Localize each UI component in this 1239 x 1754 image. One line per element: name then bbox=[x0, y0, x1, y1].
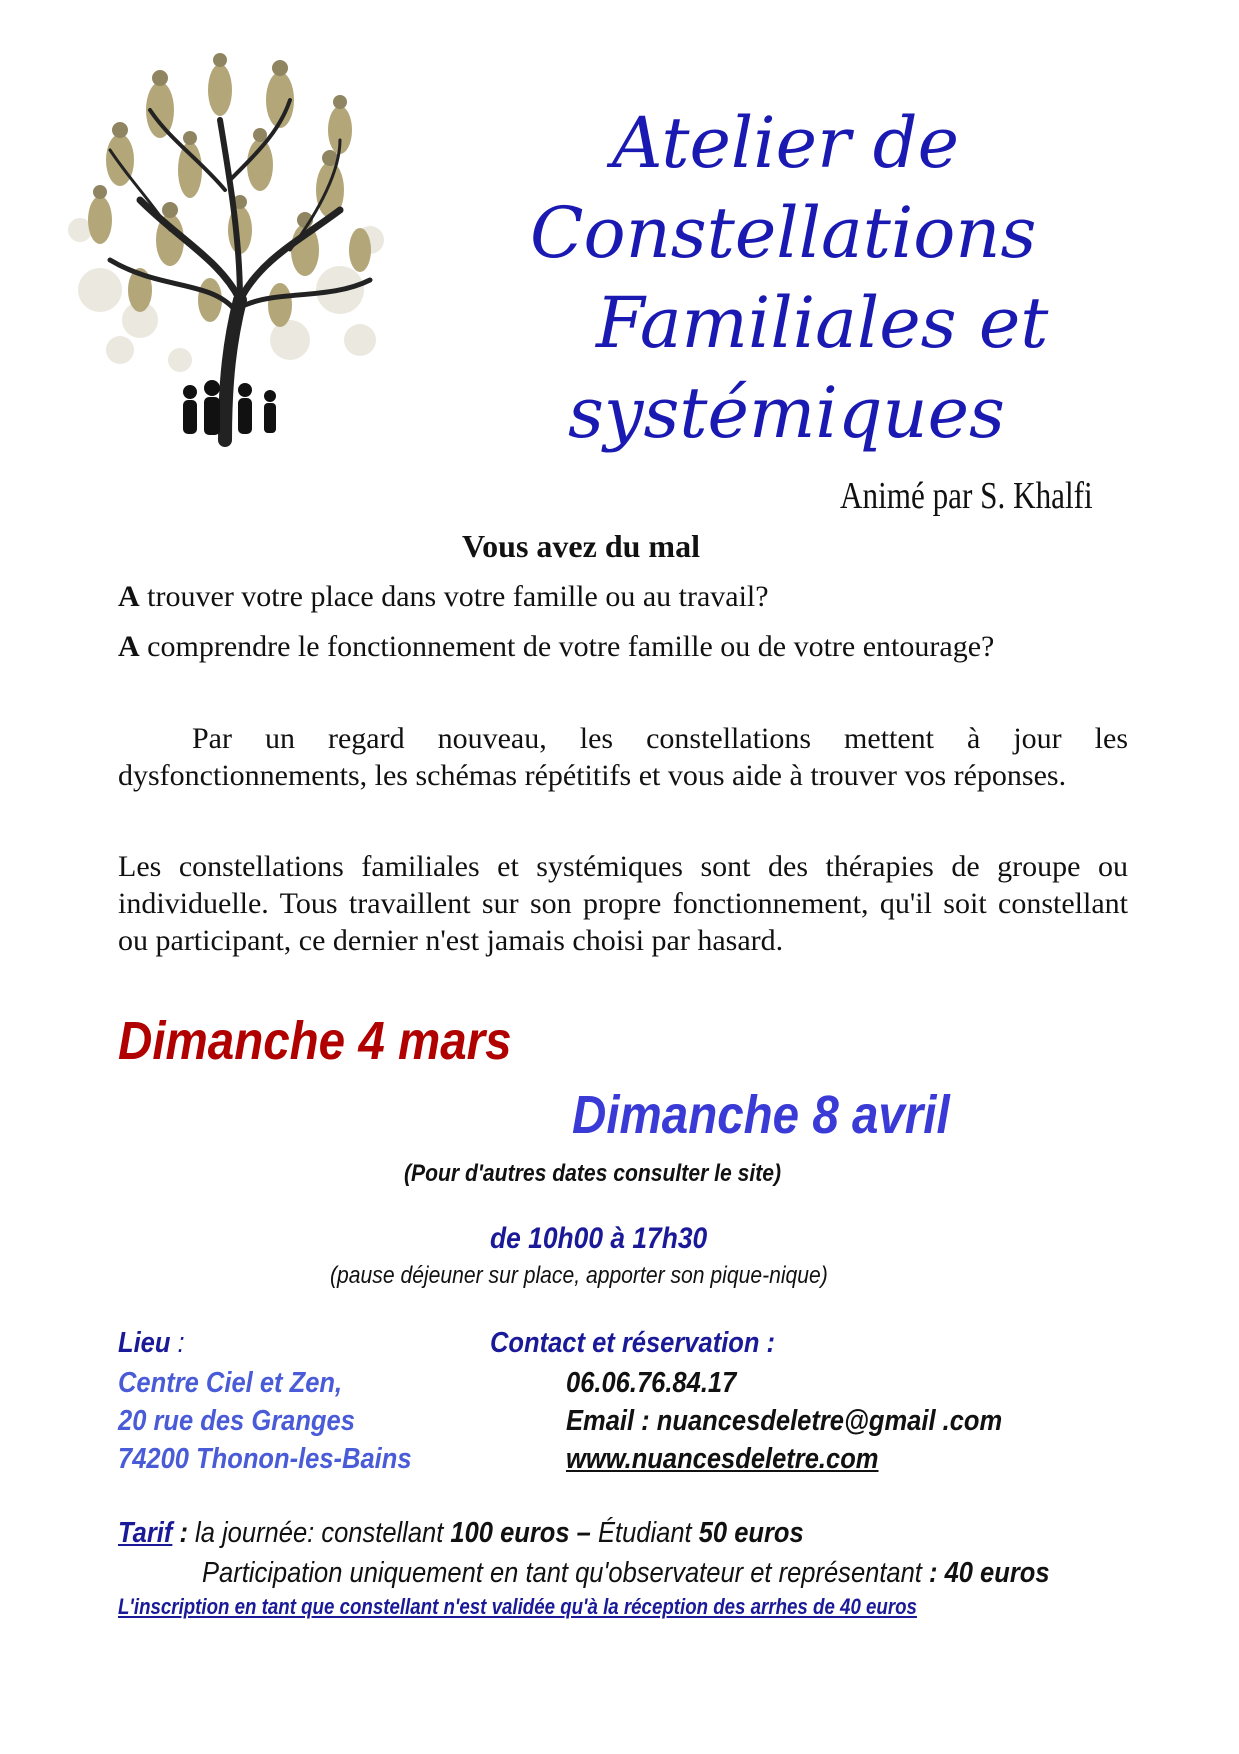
tarif-line-1 bbox=[118, 1514, 804, 1552]
question-2-text: comprendre le fonctionnement de votre famille ou de votre entourage? bbox=[139, 630, 995, 663]
question-1-lead: A bbox=[118, 580, 140, 613]
question-2-lead: A bbox=[118, 630, 140, 663]
lieu-label-row bbox=[118, 1324, 185, 1362]
lieu-line-1: Centre Ciel et Zen, bbox=[118, 1367, 343, 1399]
tarif-colon: : bbox=[172, 1517, 196, 1549]
tarif-line-2-value: : 40 euros bbox=[928, 1557, 1050, 1589]
lieu-colon: : bbox=[170, 1327, 185, 1359]
lieu-line-2: 20 rue des Granges bbox=[118, 1405, 355, 1437]
inscription-note: L'inscription en tant que constellant n'est validée qu'à la réception des arrhes de 40 euros bbox=[118, 1594, 917, 1619]
title-line-2: Constellations bbox=[530, 192, 1037, 274]
lunch-note: (pause déjeuner sur place, apporter son pique-nique) bbox=[330, 1262, 828, 1289]
lieu-line-3: 74200 Thonon-les-Bains bbox=[118, 1443, 412, 1475]
contact-website-link[interactable]: www.nuancesdeletre.com bbox=[566, 1443, 879, 1475]
family-tree-illustration bbox=[40, 40, 410, 450]
title-line-4: systémiques bbox=[568, 372, 1005, 454]
question-1 bbox=[118, 578, 1128, 615]
byline: Animé par S. Khalfi bbox=[840, 475, 1093, 517]
paragraph-2: Les constellations familiales et systémiques sont des thérapies de groupe ou individuelle. Tous travaillent sur son propre fonctionnement, qu'il soit constellant ou participant, ce dernier n'est jamais choisi par hasard. bbox=[118, 850, 1128, 957]
tarif-text-2: Étudiant bbox=[597, 1517, 699, 1549]
date-2: Dimanche 8 avril bbox=[572, 1085, 950, 1145]
other-dates-note: (Pour d'autres dates consulter le site) bbox=[404, 1160, 782, 1187]
question-1-text: trouver votre place dans votre famille ou au travail? bbox=[139, 580, 769, 613]
paragraph-1: Par un regard nouveau, les constellations mettent à jour les dysfonctionnements, les schémas répétitifs et vous aide à trouver vos réponses. bbox=[118, 722, 1128, 792]
contact-phone: 06.06.76.84.17 bbox=[566, 1367, 737, 1399]
tarif-text-1: la journée: constellant bbox=[195, 1517, 451, 1549]
tarif-value-1: 100 euros bbox=[450, 1517, 570, 1549]
contact-label: Contact et réservation : bbox=[490, 1327, 776, 1359]
title-line-3: Familiales et bbox=[596, 282, 1049, 364]
tarif-line-2-text: Participation uniquement en tant qu'observateur et représentant bbox=[202, 1557, 929, 1589]
question-heading: Vous avez du mal bbox=[462, 528, 700, 564]
question-2 bbox=[118, 628, 1128, 665]
lieu-label: Lieu bbox=[118, 1327, 171, 1359]
tarif-line-2 bbox=[202, 1554, 1050, 1592]
tarif-label: Tarif bbox=[118, 1517, 173, 1549]
title-line-1: Atelier de bbox=[612, 102, 960, 184]
tarif-separator: – bbox=[569, 1517, 598, 1549]
hours: de 10h00 à 17h30 bbox=[490, 1222, 708, 1255]
contact-email[interactable]: Email : nuancesdeletre@gmail .com bbox=[566, 1405, 1003, 1437]
date-1: Dimanche 4 mars bbox=[118, 1011, 512, 1071]
tarif-value-2: 50 euros bbox=[698, 1517, 804, 1549]
